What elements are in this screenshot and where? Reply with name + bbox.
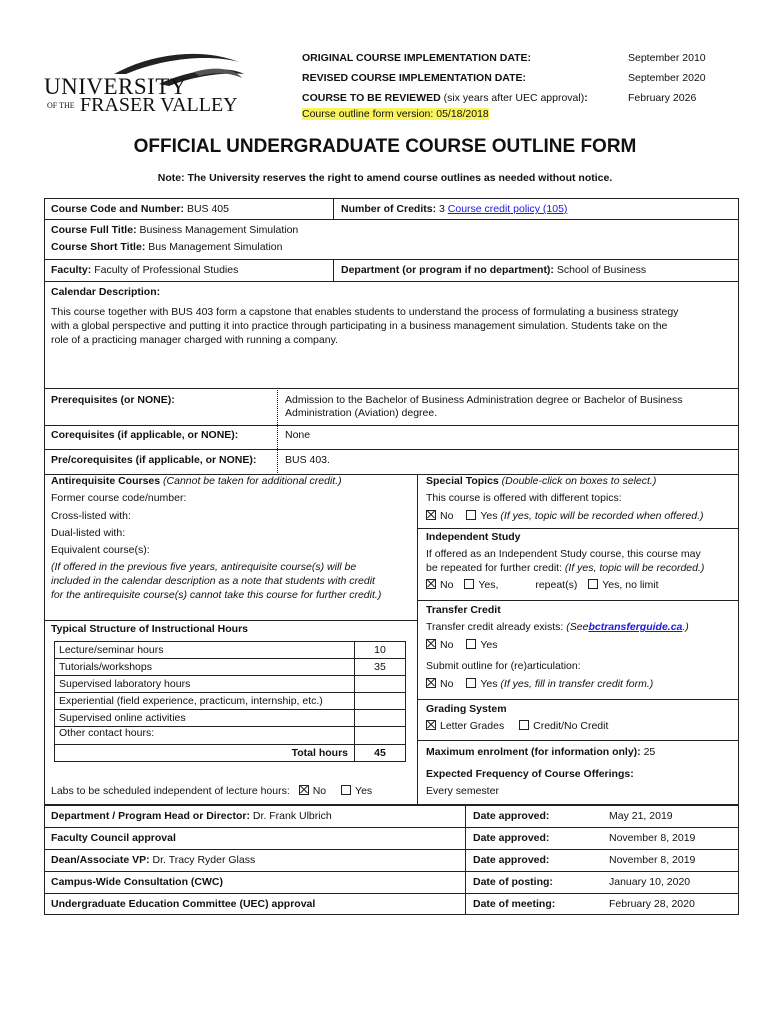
- equivalent-courses: Equivalent course(s):: [51, 544, 150, 556]
- hours-row-value[interactable]: [355, 693, 406, 710]
- max-enrolment-label: Maximum enrolment (for information only):: [426, 746, 641, 758]
- labs-yes-checkbox[interactable]: [341, 785, 351, 795]
- approval-date: January 10, 2020: [609, 876, 691, 888]
- approval-row-dean: [51, 854, 255, 866]
- hours-row-value[interactable]: 10: [355, 642, 406, 659]
- special-topics-line: This course is offered with different topics:: [426, 492, 622, 504]
- table-row: [55, 693, 406, 710]
- approval-label: Faculty Council approval: [51, 832, 176, 844]
- review-value: February 2026: [628, 92, 697, 104]
- orig-impl-value: September 2010: [628, 52, 706, 64]
- labs-row: [51, 785, 372, 797]
- credits-label: Number of Credits:: [341, 203, 437, 215]
- hours-table: [54, 641, 406, 762]
- transfer-line-1c: .): [682, 621, 689, 633]
- independent-line-1: If offered as an Independent Study course, this course may: [426, 548, 701, 560]
- table-row: [55, 727, 406, 745]
- logo-line2: FRASER VALLEY: [80, 94, 238, 116]
- rearticulation-yes-note: (If yes, fill in transfer credit form.): [500, 678, 654, 690]
- transfer-yes-label: Yes: [480, 639, 498, 651]
- rearticulation-choices: [426, 678, 653, 690]
- rearticulation-yes-checkbox[interactable]: [466, 678, 476, 688]
- rev-impl-value: September 2020: [628, 72, 706, 84]
- labs-no-checkbox[interactable]: [299, 785, 309, 795]
- approval-date-label: Date approved:: [473, 854, 550, 866]
- coreq-label: Corequisites (if applicable, or NONE):: [51, 429, 239, 441]
- credits-value: 3: [439, 203, 445, 215]
- full-title-label: Course Full Title:: [51, 224, 137, 236]
- approval-date-label: Date approved:: [473, 810, 550, 822]
- approval-date-label: Date approved:: [473, 832, 550, 844]
- precoreq-value: BUS 403.: [285, 454, 330, 466]
- coreq-value: None: [285, 429, 311, 441]
- amend-note: Note: The University reserves the right to amend course outlines as needed without notice.: [157, 172, 613, 184]
- logo-ofthe: OF THE: [47, 101, 75, 110]
- short-title-value: Bus Management Simulation: [148, 241, 283, 253]
- transfer-no-label: No: [440, 639, 454, 651]
- approval-date-label: Date of meeting:: [473, 898, 556, 910]
- hours-row-value[interactable]: [355, 676, 406, 693]
- special-topics-choices: [426, 510, 704, 522]
- approval-date: November 8, 2019: [609, 854, 696, 866]
- rearticulation-yes-label: Yes: [480, 678, 498, 690]
- independent-line-2a: be repeated for further credit:: [426, 562, 562, 574]
- approval-date-label: Date of posting:: [473, 876, 553, 888]
- special-yes-note: (If yes, topic will be recorded when offered.): [500, 510, 704, 522]
- faculty-label: Faculty:: [51, 264, 92, 276]
- frequency-value: Every semester: [426, 785, 499, 797]
- special-topics-label: Special Topics: [426, 475, 499, 487]
- calendar-line-3: role of a practicing manager charged with running a company.: [51, 334, 338, 346]
- department: [341, 264, 646, 276]
- antireq-note-3: for the antirequisite course(s) cannot take this course for further credit.): [51, 589, 382, 601]
- approval-value: Dr. Frank Ulbrich: [252, 810, 332, 822]
- credits: [341, 203, 567, 215]
- credit-no-credit-checkbox[interactable]: [519, 720, 529, 730]
- independent-yes-checkbox[interactable]: [464, 579, 474, 589]
- grading-choices: [426, 720, 608, 732]
- special-topics-heading: [426, 475, 656, 487]
- rearticulation-no-checkbox[interactable]: [426, 678, 436, 688]
- antireq-heading: [51, 475, 342, 487]
- faculty: [51, 264, 238, 276]
- labs-label: Labs to be scheduled independent of lecture hours:: [51, 785, 290, 797]
- review-row: [302, 92, 588, 104]
- special-yes-label: Yes: [480, 510, 498, 522]
- dual-listed: Dual-listed with:: [51, 527, 126, 539]
- transfer-label: Transfer Credit: [426, 604, 501, 616]
- prereq-line-1: Admission to the Bachelor of Business Administration degree or Bachelor of Business: [285, 394, 683, 406]
- letter-grades-checkbox[interactable]: [426, 720, 436, 730]
- approval-label: Department / Program Head or Director:: [51, 810, 250, 822]
- approval-row-dept: [51, 810, 332, 822]
- credit-policy-link[interactable]: Course credit policy (105): [447, 203, 568, 215]
- review-note: (six years after UEC approval): [443, 92, 585, 104]
- department-value: School of Business: [556, 264, 647, 276]
- review-label: COURSE TO BE REVIEWED: [302, 92, 441, 104]
- frequency-label: Expected Frequency of Course Offerings:: [426, 768, 634, 780]
- prereq-line-2: Administration (Aviation) degree.: [285, 407, 438, 419]
- independent-no-label: No: [440, 579, 454, 591]
- letter-grades-label: Letter Grades: [440, 720, 505, 732]
- university-logo: [44, 44, 244, 120]
- precoreq-label: Pre/corequisites (if applicable, or NONE):: [51, 454, 257, 466]
- transfer-exists-choices: [426, 639, 498, 651]
- full-title: [51, 224, 298, 236]
- table-row: [55, 676, 406, 693]
- page-title: OFFICIAL UNDERGRADUATE COURSE OUTLINE FORM: [133, 136, 637, 157]
- hours-row-label: Supervised laboratory hours: [55, 676, 355, 693]
- antireq-label: Antirequisite Courses: [51, 475, 161, 487]
- prereq-label: Prerequisites (or NONE):: [51, 394, 175, 406]
- bctransferguide-link[interactable]: bctransferguide.ca: [588, 621, 683, 633]
- special-topics-note: (Double-click on boxes to select.): [501, 475, 657, 487]
- transfer-yes-checkbox[interactable]: [466, 639, 476, 649]
- hours-row-value[interactable]: [355, 710, 406, 727]
- labs-yes-label: Yes: [355, 785, 373, 797]
- approval-label: Undergraduate Education Committee (UEC) approval: [51, 898, 316, 910]
- transfer-no-checkbox[interactable]: [426, 639, 436, 649]
- table-row: [55, 642, 406, 659]
- hours-row-label: Tutorials/workshops: [55, 659, 355, 676]
- short-title: [51, 241, 283, 253]
- antireq-note-2: included in the calendar description as a note that students with credit: [51, 575, 375, 587]
- full-title-value: Business Management Simulation: [139, 224, 299, 236]
- short-title-label: Course Short Title:: [51, 241, 146, 253]
- hours-row-value[interactable]: 35: [355, 659, 406, 676]
- hours-title: Typical Structure of Instructional Hours: [51, 623, 248, 635]
- review-colon: :: [584, 92, 588, 104]
- hours-row-label: Other contact hours:: [55, 727, 355, 745]
- course-code-label: Course Code and Number:: [51, 203, 185, 215]
- labs-no-label: No: [312, 785, 327, 797]
- calendar-line-1: This course together with BUS 403 form a capstone that enables students to understand the process of formulating a business strategy: [51, 306, 679, 318]
- hours-row-value[interactable]: [355, 727, 406, 745]
- independent-nolimit-checkbox[interactable]: [588, 579, 598, 589]
- transfer-line-2: Submit outline for (re)articulation:: [426, 660, 581, 672]
- total-hours-value: 45: [355, 745, 406, 762]
- form-version: Course outline form version: 05/18/2018: [302, 108, 489, 120]
- faculty-value: Faculty of Professional Studies: [94, 264, 239, 276]
- orig-impl-label: ORIGINAL COURSE IMPLEMENTATION DATE:: [302, 52, 532, 64]
- grading-label: Grading System: [426, 703, 507, 715]
- independent-repeat-label: repeat(s): [535, 579, 578, 591]
- max-enrolment-value: 25: [643, 746, 656, 758]
- hours-row-label: Lecture/seminar hours: [55, 642, 355, 659]
- rearticulation-no-label: No: [440, 678, 454, 690]
- total-hours-label: Total hours: [55, 745, 355, 762]
- independent-no-checkbox[interactable]: [426, 579, 436, 589]
- antireq-label-note: (Cannot be taken for additional credit.): [163, 475, 342, 487]
- hours-row-label: Supervised online activities: [55, 710, 355, 727]
- approval-date: November 8, 2019: [609, 832, 696, 844]
- rev-impl-label: REVISED COURSE IMPLEMENTATION DATE:: [302, 72, 527, 84]
- calendar-label: Calendar Description:: [51, 286, 161, 298]
- calendar-line-2: with a global perspective and putting it into practice through participating in a business management simulation. Students take on the: [51, 320, 668, 332]
- course-code-value: BUS 405: [186, 203, 229, 215]
- independent-yes-label: Yes,: [478, 579, 499, 591]
- transfer-line-1: [426, 621, 689, 633]
- table-row: [55, 710, 406, 727]
- approval-label: Dean/Associate VP:: [51, 854, 150, 866]
- max-enrolment: [426, 746, 655, 758]
- special-no-checkbox[interactable]: [426, 510, 436, 520]
- repeat-count-field[interactable]: [501, 587, 535, 588]
- independent-line-2b: (If yes, topic will be recorded.): [564, 562, 705, 574]
- independent-nolimit-label: Yes, no limit: [602, 579, 659, 591]
- transfer-line-1a: Transfer credit already exists:: [426, 621, 564, 633]
- special-no-label: No: [440, 510, 454, 522]
- approval-row-faculty: [51, 832, 176, 844]
- approval-value: Dr. Tracy Ryder Glass: [152, 854, 256, 866]
- independent-choices: [426, 579, 659, 591]
- approval-row-cwc: [51, 876, 223, 888]
- table-row: [55, 745, 406, 762]
- transfer-line-1b: (See: [566, 621, 589, 633]
- former-code: Former course code/number:: [51, 492, 187, 504]
- approval-date: February 28, 2020: [609, 898, 695, 910]
- department-label: Department (or program if no department):: [341, 264, 554, 276]
- course-code: [51, 203, 229, 215]
- credit-no-credit-label: Credit/No Credit: [533, 720, 609, 732]
- approval-label: Campus-Wide Consultation (CWC): [51, 876, 223, 888]
- table-row: [55, 659, 406, 676]
- hours-row-label: Experiential (field experience, practicum, internship, etc.): [55, 693, 355, 710]
- approval-date: May 21, 2019: [609, 810, 673, 822]
- special-yes-checkbox[interactable]: [466, 510, 476, 520]
- independent-label: Independent Study: [426, 531, 521, 543]
- logo-line1: UNIVERSITY: [44, 74, 187, 99]
- cross-listed: Cross-listed with:: [51, 510, 131, 522]
- antireq-note-1: (If offered in the previous five years, antirequisite course(s) will be: [51, 561, 357, 573]
- independent-line-2: [426, 562, 704, 574]
- approval-row-uec: [51, 898, 315, 910]
